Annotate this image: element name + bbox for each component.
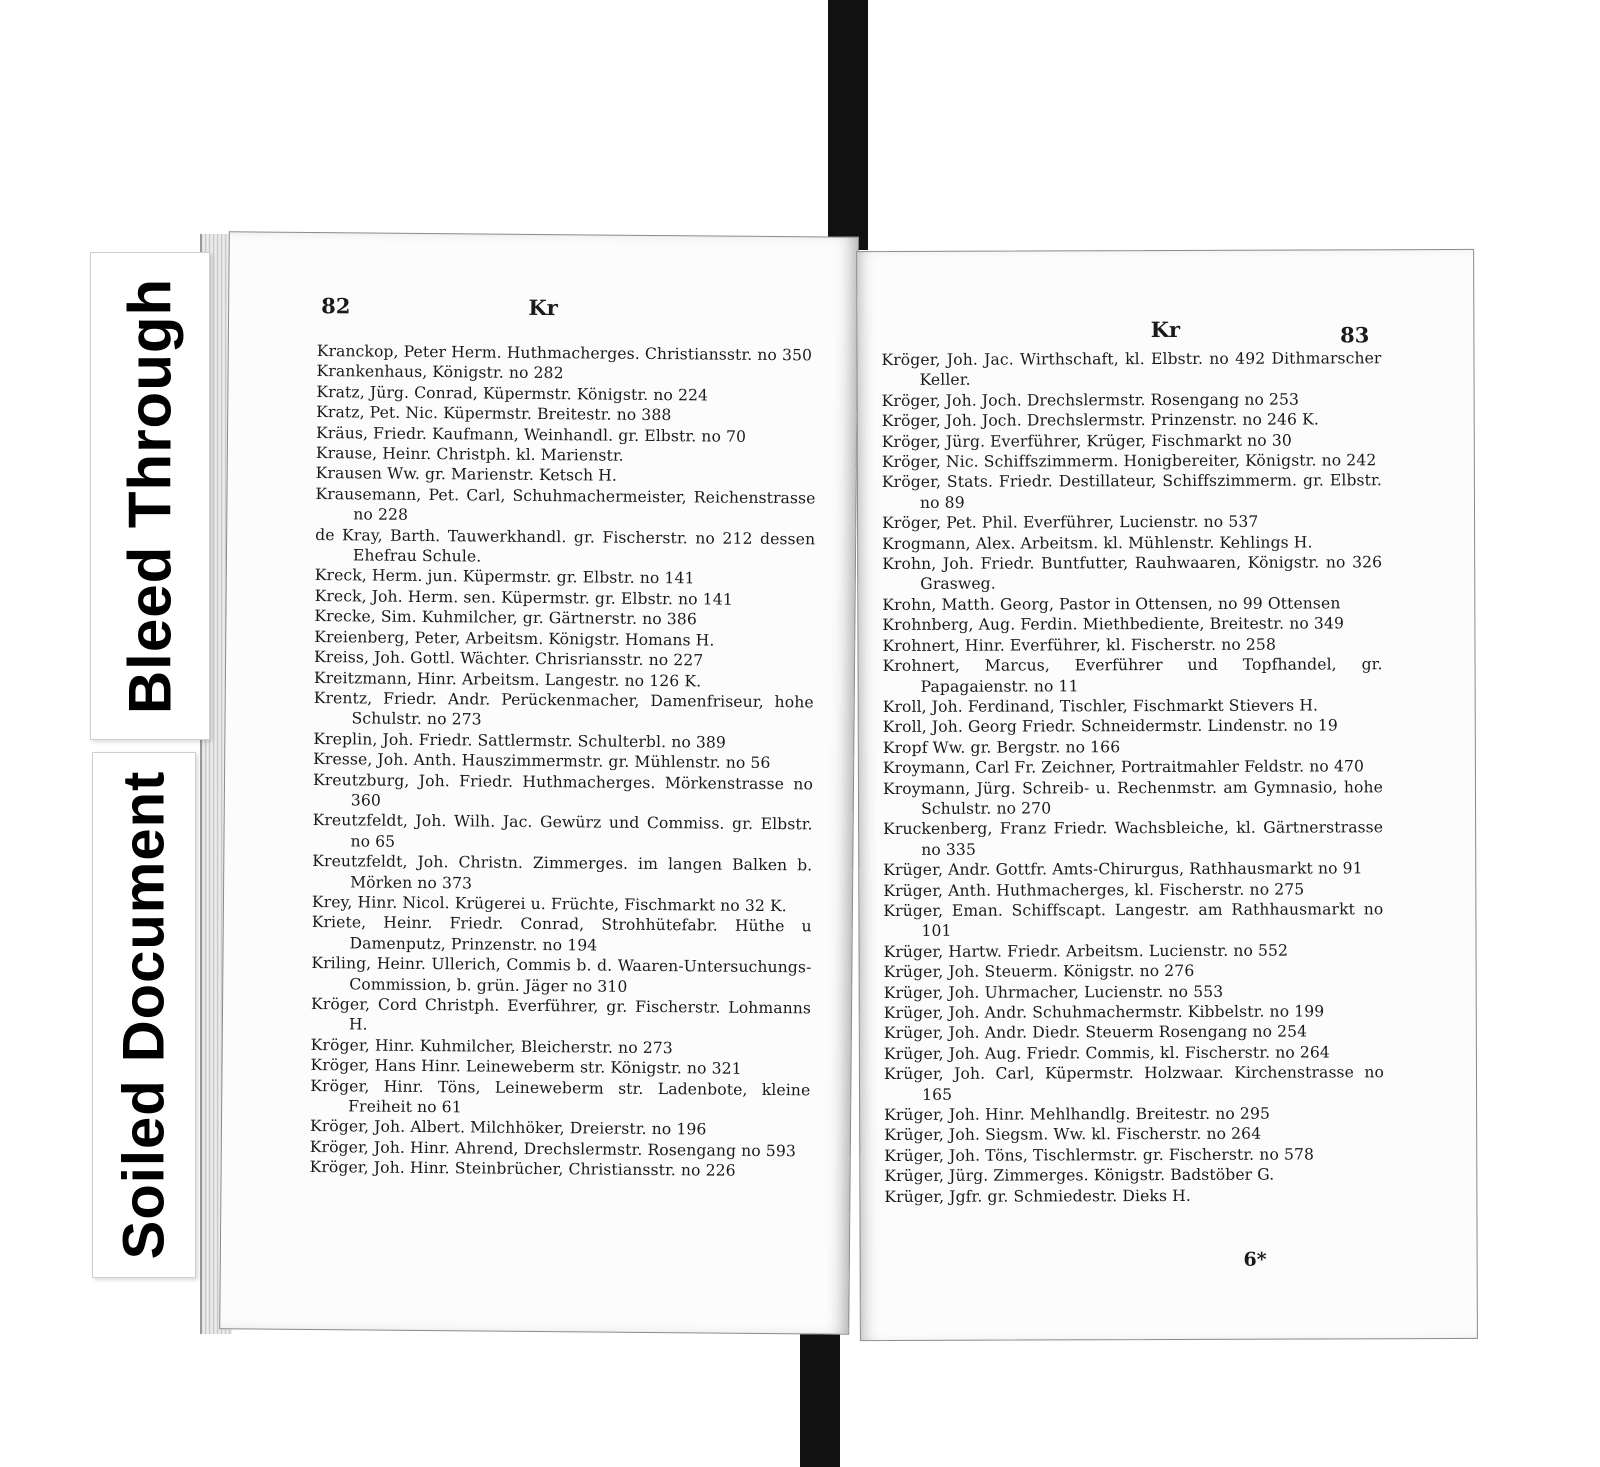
directory-entry: Kriete, Heinr. Friedr. Conrad, Strohhütefabr. Hüthe u Damenputz, Prinzenstr. no 194 <box>311 913 812 955</box>
directory-entry: Kranckop, Peter Herm. Huthmacherges. Christiansstr. no 350 <box>316 342 813 365</box>
directory-entry: Kroll, Joh. Georg Friedr. Schneidermstr. Lindenstr. no 19 <box>882 716 1338 737</box>
directory-entry: de Kray, Barth. Tauwerkhandl. gr. Fischerstr. no 212 dessen Ehefrau Schule. <box>315 525 816 566</box>
directory-entry: Krüger, Joh. Andr. Diedr. Steuerm Rosengang no 254 <box>883 1022 1308 1043</box>
directory-entry: Krüger, Eman. Schiffscapt. Langestr. am Rathhausmarkt no 101 <box>883 900 1384 941</box>
directory-entry: Kröger, Hinr. Kuhmilcher, Bleicherstr. no 273 <box>310 1035 673 1057</box>
directory-entry: Kreiss, Joh. Gottl. Wächter. Chrisriansstr. no 227 <box>314 648 704 670</box>
directory-entry: Krüger, Joh. Siegsm. Ww. kl. Fischerstr. no 264 <box>884 1125 1262 1145</box>
right-running-head: Kr <box>1150 316 1181 343</box>
directory-entry: Krüger, Joh. Andr. Schuhmachermstr. Kibbelstr. no 199 <box>883 1002 1325 1022</box>
directory-entry: Kreitzmann, Hinr. Arbeitsm. Langestr. no 126 K. <box>313 668 702 690</box>
directory-entry: Krausemann, Pet. Carl, Schuhmachermeister, Reichenstrasse no 228 <box>315 484 816 525</box>
directory-entry: Kröger, Joh. Hinr. Steinbrücher, Christiansstr. no 226 <box>309 1158 736 1180</box>
directory-entry: Kröger, Joh. Joch. Drechslermstr. Prinzenstr. no 246 K. <box>881 410 1319 431</box>
directory-entry: Krause, Heinr. Christph. kl. Marienstr. <box>315 444 624 465</box>
right-page <box>856 249 1478 1341</box>
directory-entry: Kroymann, Carl Fr. Zeichner, Portraitmahler Feldstr. no 470 <box>882 757 1365 778</box>
directory-entry: Krüger, Joh. Uhrmacher, Lucienstr. no 553 <box>883 982 1224 1002</box>
right-page-number: 83 <box>1340 322 1370 348</box>
label-bleed-through-text: Bleed Through <box>116 277 184 715</box>
directory-entry: Krüger, Jürg. Zimmerges. Königstr. Badstöber G. <box>884 1165 1275 1186</box>
directory-entry: Kreienberg, Peter, Arbeitsm. Königstr. Homans H. <box>314 627 715 650</box>
directory-entry: Kropf Ww. gr. Bergstr. no 166 <box>882 737 1121 757</box>
directory-entry: Krüger, Joh. Aug. Friedr. Commis, kl. Fischerstr. no 264 <box>883 1043 1330 1063</box>
directory-entry: Kröger, Nic. Schiffszimmerm. Honigbereiter, Königstr. no 242 <box>881 451 1377 472</box>
directory-entry: Kratz, Jürg. Conrad, Küpermstr. Königstr. no 224 <box>316 382 709 405</box>
left-page-header <box>229 292 857 327</box>
directory-entry: Kräus, Friedr. Kaufmann, Weinhandl. gr. Elbstr. no 70 <box>315 423 747 446</box>
directory-entry: Kratz, Pet. Nic. Küpermstr. Breitestr. no 388 <box>316 403 672 425</box>
directory-entry: Krecke, Sim. Kuhmilcher, gr. Gärtnerstr. no 386 <box>314 607 697 629</box>
directory-entry: Krankenhaus, Königstr. no 282 <box>316 362 564 383</box>
directory-entry: Krentz, Friedr. Andr. Perückenmacher, Damenfriseur, hohe Schulstr. no 273 <box>313 688 814 729</box>
directory-entry: Krohn, Matth. Georg, Pastor in Ottensen, no 99 Ottensen <box>882 594 1341 614</box>
directory-entry: Kröger, Jürg. Everführer, Krüger, Fischmarkt no 30 <box>881 431 1292 451</box>
label-soiled-document <box>92 752 196 1278</box>
directory-entry: Kröger, Joh. Albert. Milchhöker, Dreierstr. no 196 <box>309 1117 707 1139</box>
directory-entry: Kreutzfeldt, Joh. Christn. Zimmerges. im langen Balken b. Mörken no 373 <box>312 852 813 892</box>
directory-entry: Kröger, Pet. Phil. Everführer, Lucienstr. no 537 <box>882 512 1259 533</box>
label-bleed-through <box>90 252 210 740</box>
directory-entry: Kriling, Heinr. Ullerich, Commis b. d. Waaren-Untersuchungs-Commission, b. grün. Jäger no 310 <box>311 954 812 996</box>
directory-entry: Krüger, Andr. Gottfr. Amts-Chirurgus, Rathhausmarkt no 91 <box>883 859 1363 880</box>
directory-entry: Krausen Ww. gr. Marienstr. Ketsch H. <box>315 464 618 486</box>
directory-entry: Krüger, Joh. Töns, Tischlermstr. gr. Fischerstr. no 578 <box>884 1145 1315 1165</box>
signature-mark: 6* <box>1243 1248 1267 1271</box>
directory-entry: Kröger, Hinr. Töns, Leineweberm str. Ladenbote, kleine Freiheit no 61 <box>310 1076 811 1117</box>
directory-entry: Kröger, Joh. Hinr. Ahrend, Drechslermstr. Rosengang no 593 <box>309 1137 797 1161</box>
left-page <box>219 231 859 1334</box>
directory-entry: Kröger, Cord Christph. Everführer, gr. Fischerstr. Lohmanns H. <box>310 995 812 1034</box>
directory-entry: Krogmann, Alex. Arbeitsm. kl. Mühlenstr. Kehlings H. <box>882 533 1313 553</box>
left-running-head: Kr <box>528 294 558 321</box>
directory-entry: Krey, Hinr. Nicol. Krügerei u. Früchte, Fischmarkt no 32 K. <box>311 892 787 916</box>
directory-entry: Kresse, Joh. Anth. Hauszimmermstr. gr. Mühlenstr. no 56 <box>313 750 771 773</box>
directory-entry: Krohnberg, Aug. Ferdin. Miethbediente, Breitestr. no 349 <box>882 614 1345 635</box>
directory-entry: Krüger, Jgfr. gr. Schmiedestr. Dieks H. <box>884 1186 1191 1206</box>
directory-entry: Kröger, Joh. Jac. Wirthschaft, kl. Elbstr. no 492 Dithmarscher Keller. <box>881 349 1382 390</box>
directory-entry: Kröger, Hans Hinr. Leineweberm str. Königstr. no 321 <box>310 1056 742 1078</box>
directory-entry: Krüger, Joh. Carl, Küpermstr. Holzwaar. Kirchenstrasse no 165 <box>883 1063 1385 1104</box>
book-binding-top <box>828 0 868 250</box>
left-page-number: 82 <box>321 293 351 319</box>
right-page-header <box>857 310 1473 348</box>
directory-entry: Kroll, Joh. Ferdinand, Tischler, Fischmarkt Stievers H. <box>882 696 1319 716</box>
directory-entry: Kreutzburg, Joh. Friedr. Huthmacherges. Mörkenstrasse no 360 <box>312 770 814 810</box>
directory-entry: Kroymann, Jürg. Schreib- u. Rechenmstr. am Gymnasio, hohe Schulstr. no 270 <box>882 777 1384 818</box>
directory-entry: Krüger, Joh. Hinr. Mehlhandlg. Breitestr. no 295 <box>884 1104 1271 1125</box>
directory-entry: Krüger, Anth. Huthmacherges, kl. Fischerstr. no 275 <box>883 880 1305 900</box>
directory-entry: Krohnert, Marcus, Everführer und Topfhandel, gr. Papagaienstr. no 11 <box>882 655 1383 696</box>
directory-entry: Krüger, Joh. Steuerm. Königstr. no 276 <box>883 962 1195 982</box>
label-soiled-document-text: Soiled Document <box>111 770 177 1260</box>
directory-entry: Krohnert, Hinr. Everführer, kl. Fischerstr. no 258 <box>882 635 1277 655</box>
directory-entry: Kreutzfeldt, Joh. Wilh. Jac. Gewürz und Commiss. gr. Elbstr. no 65 <box>312 811 813 851</box>
right-entry-list <box>881 348 1384 1207</box>
directory-entry: Krüger, Hartw. Friedr. Arbeitsm. Lucienstr. no 552 <box>883 941 1289 961</box>
directory-entry: Kreplin, Joh. Friedr. Sattlermstr. Schulterbl. no 389 <box>313 729 727 752</box>
directory-entry: Kreck, Joh. Herm. sen. Küpermstr. gr. Elbstr. no 141 <box>314 586 733 609</box>
left-entry-list <box>310 341 817 1182</box>
directory-entry: Kröger, Stats. Friedr. Destillateur, Schiffszimmerm. gr. Elbstr. no 89 <box>881 471 1382 512</box>
directory-entry: Kruckenberg, Franz Friedr. Wachsbleiche, kl. Gärtnerstrasse no 335 <box>883 818 1384 859</box>
directory-entry: Krohn, Joh. Friedr. Buntfutter, Rauhwaaren, Königstr. no 326 Grasweg. <box>882 553 1383 594</box>
directory-entry: Kreck, Herm. jun. Küpermstr. gr. Elbstr. no 141 <box>314 566 695 588</box>
directory-entry: Kröger, Joh. Joch. Drechslermstr. Rosengang no 253 <box>881 390 1300 410</box>
book-binding-bottom <box>800 1325 840 1467</box>
